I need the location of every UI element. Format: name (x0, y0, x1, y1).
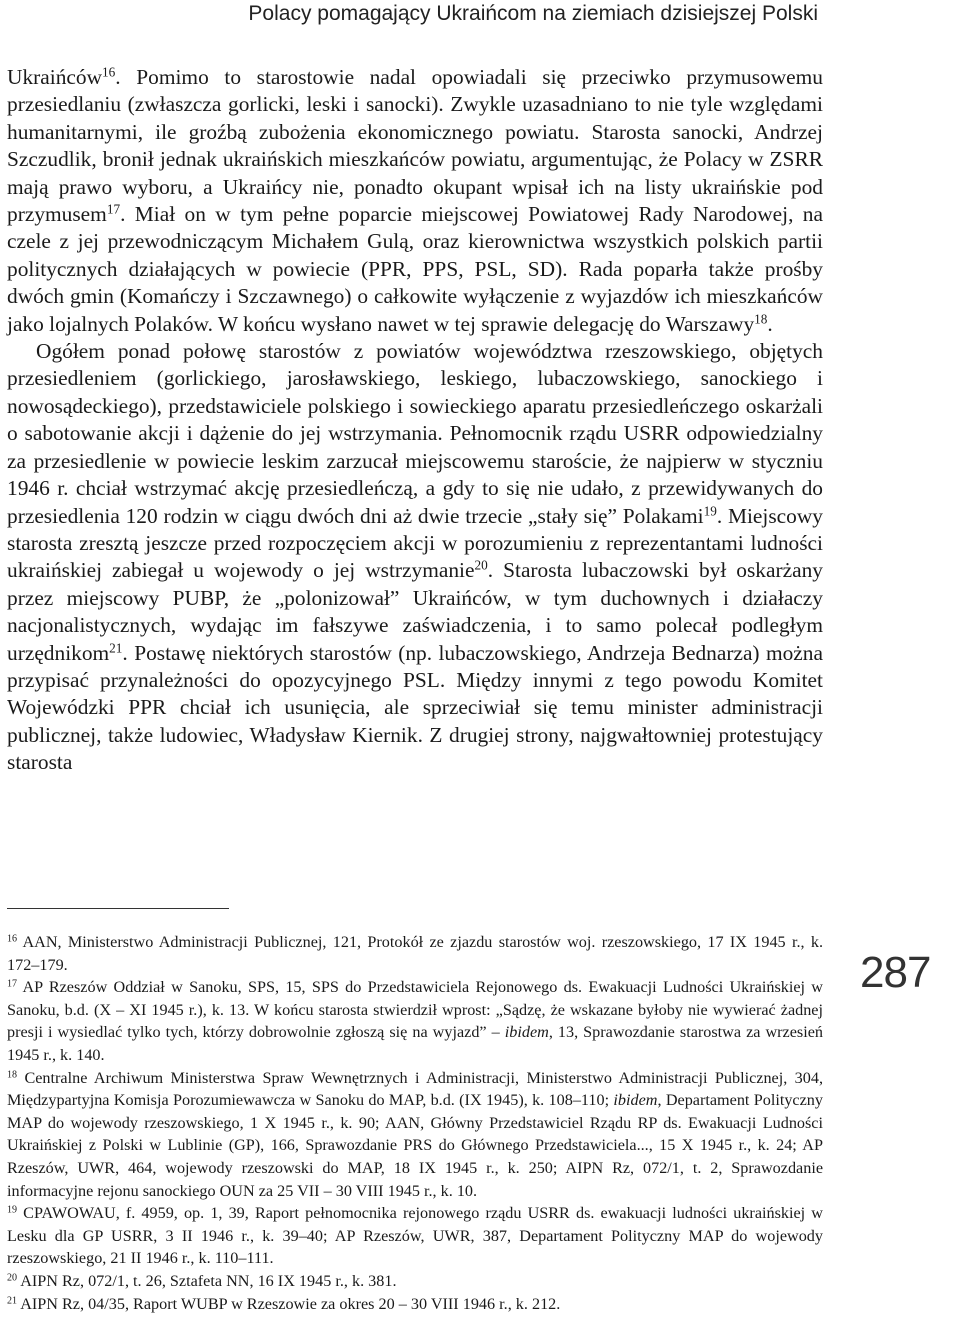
footnote-ref-16[interactable]: 16 (102, 64, 116, 80)
footnote-text: , 13, Sprawozdanie starostwa za wrzesień 1945 r., k. 140. (7, 1023, 823, 1064)
footnote-16 (7, 931, 823, 976)
footnote-text: Centralne Archiwum Ministerstwa Spraw Wewnętrznych i Administracji, Ministerstwo Administracji Publicznej, 304, Międzypartyjna Komisja Porozumiewawcza w Sanoku do MAP, b.d. (IX 1945), k. 108–110; (7, 1068, 824, 1110)
footnote-20 (7, 1270, 823, 1293)
footnote-17 (7, 976, 823, 1066)
paragraph-text: . Pomimo to starostowie nadal opowiadali się przeciwko przymusowemu przesiedlaniu (zwłaszcza gorlicki, leski i sanocki). Zwykle uzasadniano to nie tyle względami humanitarnymi, ile groźbą zubożenia ekonomicznego powiatu. Starosta sanocki, Andrzej Szczudlik, bronił jednak ukraińskich mieszkańców powiatu, argumentując, że Polacy w ZSRR mają prawo wyboru, a Ukraińcy nie, ponadto okupant wpisał ich na listy ukraińskie pod przymusem (7, 65, 823, 227)
footnote-text: , Departament Polityczny MAP do wojewody rzeszowskiego, 1 X 1945 r., k. 90; AAN, Główny Przedstawiciel Rządu RP ds. Ewakuacji Ludności Ukraińskiej z Polski w Lublinie (GP), 166, Sprawozdanie PRS do Głównego Przedstawiciela..., 15 X 1945 r., k. 24; AP Rzeszów, UWR, 464, wojewody rzeszowski do MAP, 18 IX 1945 r., k. 250; AIPN Rz, 072/1, t. 2, Sprawozdanie informacyjne rejonu sanockiego OUN za 25 VII – 30 VIII 1945 r., k. 10. (7, 1091, 823, 1200)
footnote-text: AP Rzeszów Oddział w Sanoku, SPS, 15, SPS do Przedstawiciela Rejonowego ds. Ewakuacji Ludności Ukraińskiej w Sanoku, b.d. (X – XI 1945 r.), k. 13. W końcu starosta stwierdził wprost: „Sądzę, że wskazane byłoby nie wywierać żadnej presji i wysiedlać tylko tych, którzy dobrowolnie zgłoszą się na wyjazd” – (7, 978, 823, 1042)
paragraph-text: . Miał on w tym pełne poparcie miejscowej Powiatowej Rady Narodowej, na czele z jej przewodniczącym Michałem Gulą, oraz kierownictwa wszystkich polskich partii politycznych działających w powiecie (PPR, PPS, PSL, SD). Rada poparła także prośby dwóch gmin (Komańczy i Szczawnego) o całkowite wyłączenie z wyjazdów ich mieszkańców jako lojalnych Polaków. W końcu wysłano nawet w tej sprawie delegację do Warszawy (7, 202, 823, 336)
footnote-ref-21[interactable]: 21 (109, 640, 123, 656)
footnote-ref-20[interactable]: 20 (474, 558, 488, 574)
footnote-ref-17[interactable]: 17 (106, 201, 121, 217)
footnote-text: CPAWOWAU, f. 4959, op. 1, 39, Raport pełnomocnika rejonowego rządu USRR ds. ewakuacji ludności ukraińskiej w Lesku dla GP USRR, 3 II 1946 r., k. 39–40; AP Rzeszów, UWR, 387, Departament Polityczny MAP do wojewody rzeszowskiego, 21 II 1946 r., k. 110–111. (7, 1204, 823, 1268)
footnote-separator (7, 908, 229, 909)
footnote-18 (7, 1067, 823, 1203)
footnote-text: AAN, Ministerstwo Administracji Publicznej, 121, Protokół ze zjazdu starostów woj. rzeszowskiego, 17 IX 1945 r., k. 172–179. (7, 933, 823, 974)
main-text (7, 64, 823, 777)
footnote-ibidem: ibidem (613, 1091, 658, 1110)
footnote-19 (7, 1202, 823, 1270)
footnote-ref-19[interactable]: 19 (703, 503, 717, 519)
footnote-number: 20 (7, 1272, 18, 1284)
paragraph-2 (7, 338, 823, 777)
footnote-number: 21 (7, 1294, 18, 1306)
footnotes (7, 931, 823, 1315)
paragraph-text: Ukraińców (7, 65, 103, 89)
paragraph-text: . Postawę niektórych starostów (np. lubaczowskiego, Andrzeja Bednarza) można przypisać przynależności do opozycyjnego PSL. Między innymi z tego powodu Komitet Wojewódzki PPR chciał ich usunięcia, ale sprzeciwiał się temu minister administracji publicznej, także ludowiec, Władysław Kiernik. Z drugiej strony, najgwałtowniej protestujący starosta (7, 640, 823, 775)
page-number: 287 (860, 948, 931, 997)
footnote-number: 17 (7, 978, 18, 990)
footnote-number: 16 (7, 933, 18, 945)
paragraph-text: Ogółem ponad połowę starostów z powiatów województwa rzeszowskiego, objętych przesiedleniem (gorlickiego, jarosławskiego, leskiego, lubaczowskiego, sanockiego i nowosądeckiego), przedstawiciele polskiego i sowieckiego aparatu przesiedleńczego oskarżali o sabotowanie akcji i dążenie do jej wstrzymania. Pełnomocnik rządu USRR odpowiedzialny za przesiedlenie w powiecie leskim zarzucał miejscowemu staroście, że najpierw w styczniu 1946 r. chciał wstrzymać akcję przesiedleńczą, a gdy to się nie udało, z przewidywanych do przesiedlenia 120 rodzin w ciągu dwóch dni aż dwie trzecie „stały się” Polakami (7, 339, 823, 528)
footnote-ibidem: ibidem (504, 1023, 549, 1042)
footnote-text: AIPN Rz, 04/35, Raport WUBP w Rzeszowie za okres 20 – 30 VIII 1946 r., k. 212. (20, 1294, 561, 1313)
running-header: Polacy pomagający Ukraińcom na ziemiach dzisiejszej Polski (248, 2, 818, 25)
footnote-ref-18[interactable]: 18 (754, 311, 768, 327)
paragraph-text: . (767, 311, 773, 336)
footnote-21 (7, 1293, 823, 1316)
paragraph-1 (7, 64, 823, 338)
footnote-number: 18 (7, 1069, 18, 1081)
footnote-number: 19 (7, 1204, 18, 1216)
footnote-text: AIPN Rz, 072/1, t. 26, Sztafeta NN, 16 IX 1945 r., k. 381. (20, 1271, 397, 1290)
paragraph-text: . Miejscowy starosta zresztą jeszcze przed rozpoczęciem akcji w porozumieniu z reprezentantami ludności ukraińskiej zabiegał u wojewody o jej wstrzymanie (7, 503, 823, 583)
paragraph-text: . Starosta lubaczowski był oskarżany przez miejscowy PUBP, że „polonizował” Ukraińców, w tym duchownych i działaczy nacjonalistycznych, wydając im fałszywe zaświadczenia, i to samo polecał podległym urzędnikom (7, 558, 823, 665)
